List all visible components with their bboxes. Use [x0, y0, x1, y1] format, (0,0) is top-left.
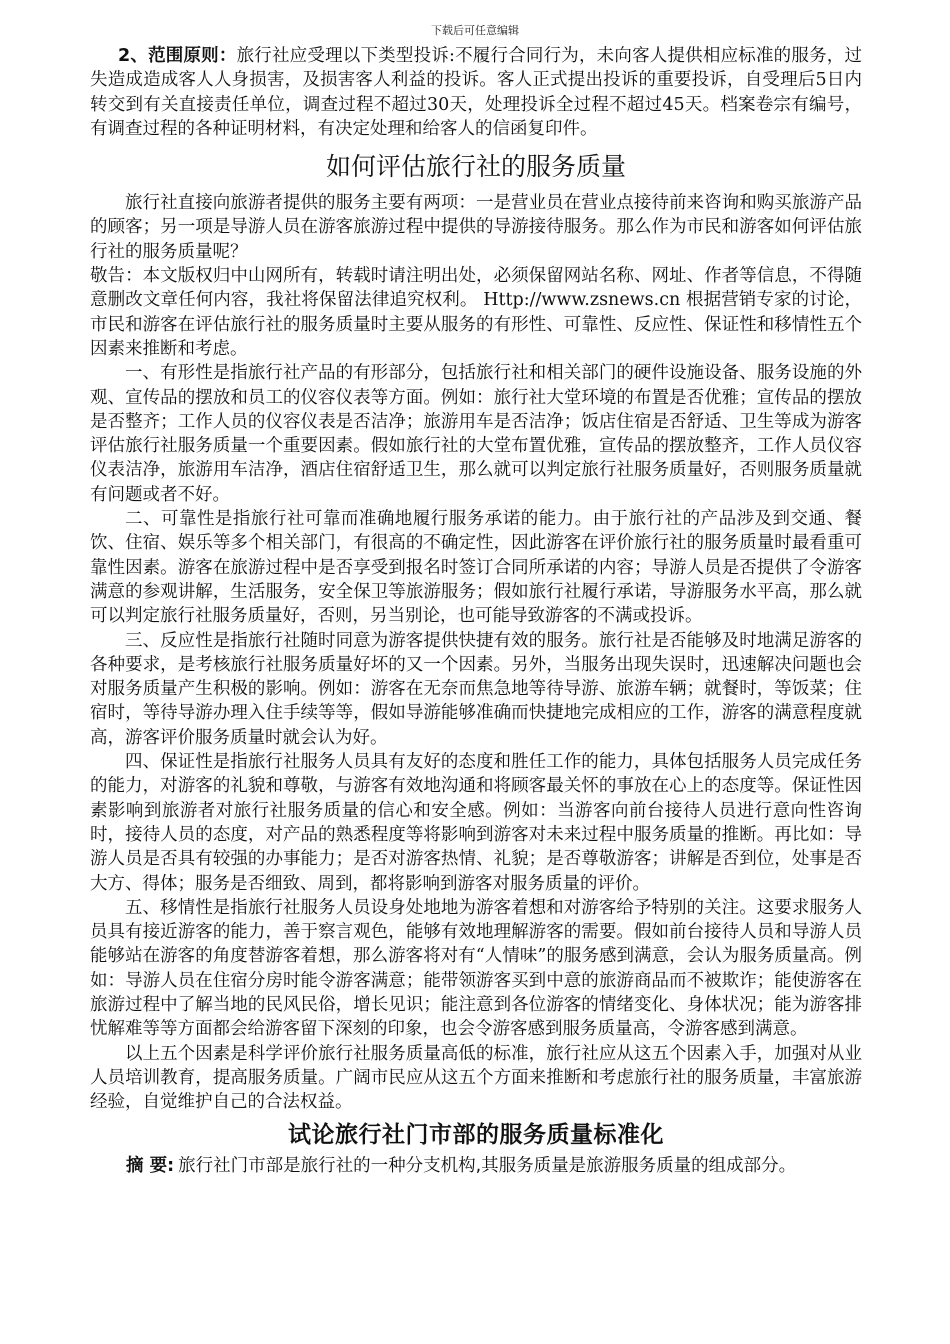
scope-text: 旅行社应受理以下类型投诉:不履行合同行为，未向客人提供相应标准的服务，过失造成造成客人人身损害，及损害客人利益的投诉。客人正式提出投诉的重要投诉，自受理后5日内转交到有关直接责任单位，调查过程不超过30天，处理投诉全过程不超过45天。档案卷宗有编号，有调查过程的各种证明材料，有决定处理和给客人的信函复印件。	[90, 46, 862, 139]
scope-paragraph	[90, 44, 862, 141]
point-tangibility: 一、有形性是指旅行社产品的有形部分，包括旅行社和相关部门的硬件设施设备、服务设施的外观、宣传品的摆放和员工的仪容仪表等方面。例如：旅行社大堂环境的布置是否优雅；宣传品的摆放是否整齐；工作人员的仪容仪表是否洁净；旅游用车是否洁净；饭店住宿是否舒适、卫生等成为游客评估旅行社服务质量一个重要因素。假如旅行社的大堂布置优雅，宣传品的摆放整齐，工作人员仪容仪表洁净，旅游用车洁净，酒店住宿舒适卫生，那么就可以判定旅行社服务质量好，否则服务质量就有问题或者不好。	[90, 363, 862, 505]
document-body	[90, 44, 862, 1179]
point-assurance: 四、保证性是指旅行社服务人员具有友好的态度和胜任工作的能力，具体包括服务人员完成任务的能力，对游客的礼貌和尊敬，与游客有效地沟通和将顾客最关怀的事放在心上的态度等。保证性因素影响到旅游者对旅行社服务质量的信心和安全感。例如：当游客向前台接待人员进行意向性咨询时，接待人员的态度，对产品的熟悉程度等将影响到游客对未来过程中服务质量的推断。再比如：导游人员是否具有较强的办事能力；是否对游客热情、礼貌；是否尊敬游客；讲解是否到位，处事是否大方、得体；服务是否细致、周到，都将影响到游客对服务质量的评价。	[90, 752, 862, 894]
notice-paragraph: 敬告：本文版权归中山网所有，转载时请注明出处，必须保留网站名称、网址、作者等信息，不得随意删改文章任何内容，我社将保留法律追究权利。 Http://www.zsnews.cn 根据营销专家的讨论，市民和游客在评估旅行社的服务质量时主要从服务的有形性、可靠性、反应性、保证性和移情性五个因素来推断和考虑。	[90, 266, 862, 359]
intro-paragraph: 旅行社直接向旅游者提供的服务主要有两项：一是营业员在营业点接待前来咨询和购买旅游产品的顾客；另一项是导游人员在游客旅游过程中提供的导游接待服务。那么作为市民和游客如何评估旅行社的服务质量呢？	[90, 193, 862, 262]
section-title-evaluate: 如何评估旅行社的服务质量	[325, 152, 626, 182]
abstract-paragraph	[90, 1153, 862, 1179]
page-header: 下载后可任意编辑	[431, 24, 519, 37]
scope-label: 2、范围原则：	[118, 46, 237, 66]
abstract-text: 旅行社门市部是旅行社的一种分支机构,其服务质量是旅游服务质量的组成部分。	[178, 1156, 797, 1177]
point-empathy: 五、移情性是指旅行社服务人员设身处地地为游客着想和对游客给予特别的关注。这要求服务人员具有接近游客的能力，善于察言观色，能够有效地理解游客的需要。假如前台接待人员和导游人员能够站在游客的角度替游客着想，那么游客将对有“人情味”的服务感到满意，会认为服务质量高。例如：导游人员在住宿分房时能令游客满意；能带领游客买到中意的旅游商品而不被欺诈；能使游客在旅游过程中了解当地的民风民俗，增长见识；能注意到各位游客的情绪变化、身体状况；能为游客排忧解难等等方面都会给游客留下深刻的印象，也会令游客感到服务质量高，令游客感到满意。	[90, 897, 862, 1040]
point-responsiveness: 三、反应性是指旅行社随时同意为游客提供快捷有效的服务。旅行社是否能够及时地满足游客的各种要求，是考核旅行社服务质量好坏的又一个因素。另外，当服务出现失误时，迅速解决问题也会对服务质量产生积极的影响。例如：游客在无奈而焦急地等待导游、旅游车辆；就餐时，等饭菜；住宿时，等待导游办理入住手续等等，假如导游能够准确而快捷地完成相应的工作，游客的满意程度就高，游客评价服务质量时就会认为好。	[90, 630, 862, 748]
section-title-standardization: 试论旅行社门市部的服务质量标准化	[288, 1122, 664, 1149]
abstract-label: 摘 要:	[126, 1156, 175, 1177]
point-reliability: 二、可靠性是指旅行社可靠而准确地履行服务承诺的能力。由于旅行社的产品涉及到交通、餐饮、住宿、娱乐等多个相关部门，有很高的不确定性，因此游客在评价旅行社的服务质量时最看重可靠性因素。游客在旅游过程中是否享受到报名时签订合同所承诺的内容；导游人员是否提供了令游客满意的参观讲解，生活服务，安全保卫等旅游服务；假如旅行社履行承诺，导游服务水平高，那么就可以判定旅行社服务质量好，否则，另当别论，也可能导致游客的不满或投诉。	[90, 509, 862, 627]
conclusion-paragraph: 以上五个因素是科学评价旅行社服务质量高低的标准，旅行社应从这五个因素入手，加强对从业人员培训教育，提高服务质量。广阔市民应从这五个方面来推断和考虑旅行社的服务质量，丰富旅游经验，自觉维护自己的合法权益。	[90, 1043, 862, 1113]
